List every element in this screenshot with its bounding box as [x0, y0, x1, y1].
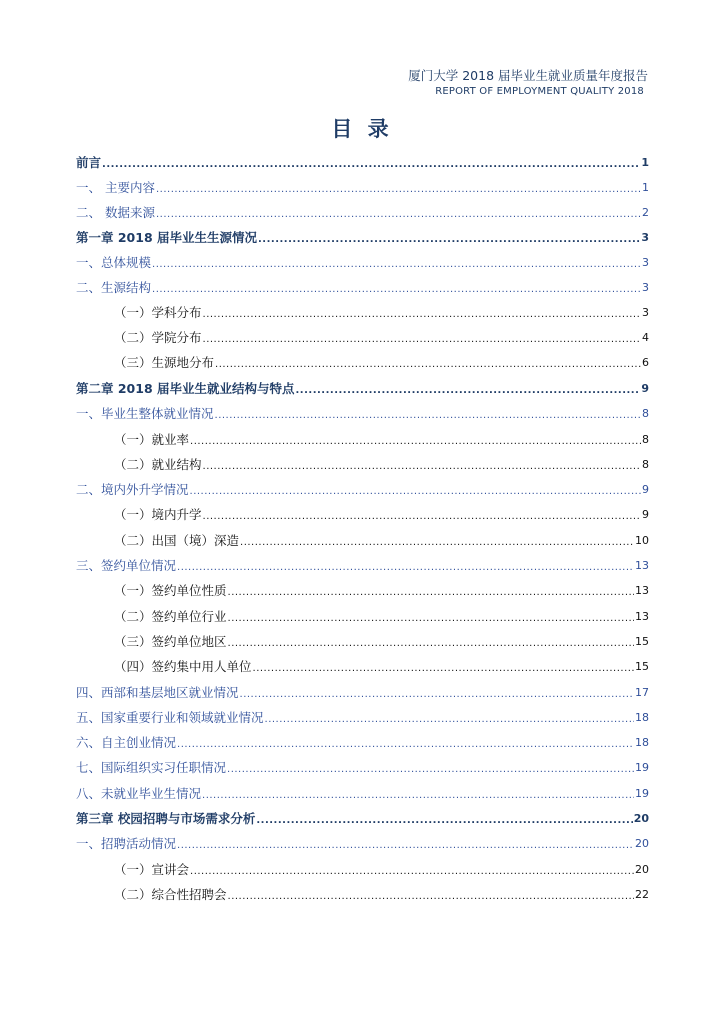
toc-dot-leader: [203, 308, 641, 322]
toc-entry-page-number: 2: [642, 206, 649, 219]
toc-entry[interactable]: [76, 882, 649, 904]
toc-entry-page-number: 9: [641, 382, 649, 395]
toc-entry[interactable]: [76, 654, 649, 676]
toc-entry[interactable]: [76, 502, 649, 524]
toc-entry-label: 八、未就业毕业生情况: [76, 786, 202, 801]
toc-entry-label: （三）签约单位地区: [114, 634, 227, 649]
toc-entry[interactable]: [76, 806, 649, 828]
toc-entry[interactable]: [76, 250, 649, 272]
toc-entry-page-number: 4: [642, 331, 649, 344]
toc-entry-page-number: 19: [635, 787, 649, 800]
toc-entry[interactable]: [76, 755, 649, 777]
toc-dot-leader: [228, 586, 634, 600]
toc-entry-label: （二）签约单位行业: [114, 609, 227, 624]
toc-entry-label: （一）就业率: [114, 432, 190, 447]
toc-entry[interactable]: [76, 477, 649, 499]
toc-entry[interactable]: [76, 452, 649, 474]
toc-entry-label: 二、 数据来源: [76, 205, 155, 220]
toc-dot-leader: [102, 158, 640, 172]
toc-dot-leader: [240, 536, 634, 550]
toc-dot-leader: [227, 763, 634, 777]
toc-dot-leader: [228, 890, 634, 904]
toc-dot-leader: [215, 409, 641, 423]
toc-entry[interactable]: [76, 300, 649, 322]
toc-entry-label: 前言: [76, 155, 102, 170]
toc-dot-leader: [177, 561, 634, 575]
toc-dot-leader: [228, 612, 634, 626]
toc-dot-leader: [256, 814, 632, 828]
toc-entry-page-number: 20: [635, 863, 649, 876]
toc-entry-page-number: 8: [642, 433, 649, 446]
toc-dot-leader: [296, 384, 641, 398]
toc-entry-page-number: 6: [642, 356, 649, 369]
toc-entry-page-number: 20: [635, 837, 649, 850]
toc-entry[interactable]: [76, 553, 649, 575]
toc-entry[interactable]: [76, 680, 649, 702]
toc-entry-page-number: 8: [642, 458, 649, 471]
toc-entry-page-number: 20: [633, 812, 649, 825]
toc-entry-label: （一）签约单位性质: [114, 583, 227, 598]
toc-entry[interactable]: [76, 150, 649, 172]
toc-entry[interactable]: [76, 528, 649, 550]
toc-entry[interactable]: [76, 401, 649, 423]
toc-entry-page-number: 10: [635, 534, 649, 547]
toc-entry-label: 一、招聘活动情况: [76, 836, 177, 851]
toc-entry-label: 第一章 2018 届毕业生生源情况: [76, 230, 257, 245]
toc-entry-label: 二、生源结构: [76, 280, 152, 295]
toc-entry-page-number: 22: [635, 888, 649, 901]
toc-entry-page-number: 18: [635, 711, 649, 724]
toc-entry-label: （四）签约集中用人单位: [114, 659, 252, 674]
toc-entry-label: 四、西部和基层地区就业情况: [76, 685, 239, 700]
toc-entry[interactable]: [76, 376, 649, 398]
toc-dot-leader: [190, 485, 641, 499]
toc-entry-page-number: 13: [635, 559, 649, 572]
toc-dot-leader: [215, 358, 641, 372]
toc-dot-leader: [152, 283, 641, 297]
toc-entry-label: 第三章 校园招聘与市场需求分析: [76, 811, 256, 826]
toc-dot-leader: [203, 510, 641, 524]
toc-entry-page-number: 1: [641, 156, 649, 169]
toc-entry-page-number: 1: [642, 181, 649, 194]
toc-entry[interactable]: [76, 325, 649, 347]
toc-entry[interactable]: [76, 427, 649, 449]
toc-entry-page-number: 9: [642, 483, 649, 496]
toc-entry-label: 一、总体规模: [76, 255, 152, 270]
toc-entry[interactable]: [76, 604, 649, 626]
toc-entry-page-number: 19: [635, 761, 649, 774]
toc-entry[interactable]: [76, 629, 649, 651]
toc-entry-label: 二、境内外升学情况: [76, 482, 189, 497]
toc-entry[interactable]: [76, 705, 649, 727]
toc-dot-leader: [202, 789, 634, 803]
toc-entry-label: 六、自主创业情况: [76, 735, 177, 750]
page-title: 目 录: [331, 117, 393, 141]
toc-entry-page-number: 3: [642, 256, 649, 269]
toc-entry[interactable]: [76, 225, 649, 247]
toc-entry-label: 三、签约单位情况: [76, 558, 177, 573]
toc-dot-leader: [156, 183, 641, 197]
toc-entry-page-number: 15: [635, 635, 649, 648]
toc-entry-page-number: 3: [641, 231, 649, 244]
toc-entry[interactable]: [76, 831, 649, 853]
toc-dot-leader: [203, 460, 641, 474]
toc-entry-label: 五、国家重要行业和领域就业情况: [76, 710, 264, 725]
toc-entry-label: （二）学院分布: [114, 330, 202, 345]
toc-entry[interactable]: [76, 275, 649, 297]
toc-entry-page-number: 17: [635, 686, 649, 699]
toc-dot-leader: [177, 839, 634, 853]
toc-entry-page-number: 13: [635, 610, 649, 623]
toc-entry-page-number: 9: [642, 508, 649, 521]
toc-entry[interactable]: [76, 730, 649, 752]
toc-entry-page-number: 15: [635, 660, 649, 673]
toc-entry-page-number: 3: [642, 306, 649, 319]
toc-entry-label: （二）综合性招聘会: [114, 887, 227, 902]
toc-entry-label: （一）学科分布: [114, 305, 202, 320]
toc-entry[interactable]: [76, 350, 649, 372]
toc-dot-leader: [253, 662, 634, 676]
toc-dot-leader: [152, 258, 641, 272]
toc-dot-leader: [240, 688, 634, 702]
toc-dot-leader: [228, 637, 634, 651]
toc-entry-label: （二）就业结构: [114, 457, 202, 472]
report-header-title: 厦门大学 2018 届毕业生就业质量年度报告: [408, 68, 648, 83]
toc-entry[interactable]: [76, 200, 649, 222]
toc-dot-leader: [177, 738, 634, 752]
toc-entry-label: 一、 主要内容: [76, 180, 155, 195]
toc-entry-label: 一、毕业生整体就业情况: [76, 406, 214, 421]
toc-entry[interactable]: [76, 781, 649, 803]
toc-dot-leader: [190, 435, 641, 449]
toc-entry-label: （一）境内升学: [114, 507, 202, 522]
toc-entry-page-number: 13: [635, 584, 649, 597]
toc-entry[interactable]: [76, 857, 649, 879]
toc-entry-label: （三）生源地分布: [114, 355, 215, 370]
toc-dot-leader: [156, 208, 641, 222]
toc-entry-label: 七、国际组织实习任职情况: [76, 760, 227, 775]
report-header-subtitle: REPORT OF EMPLOYMENT QUALITY 2018: [435, 86, 644, 97]
toc-entry-label: （一）宣讲会: [114, 862, 190, 877]
toc-dot-leader: [258, 233, 640, 247]
toc-entry-page-number: 8: [642, 407, 649, 420]
toc-entry-label: （二）出国（境）深造: [114, 533, 240, 548]
toc-entry-page-number: 3: [642, 281, 649, 294]
toc-entry-label: 第二章 2018 届毕业生就业结构与特点: [76, 381, 295, 396]
toc-dot-leader: [190, 865, 634, 879]
toc-dot-leader: [203, 333, 641, 347]
toc-dot-leader: [265, 713, 634, 727]
toc-entry-page-number: 18: [635, 736, 649, 749]
toc-entry[interactable]: [76, 175, 649, 197]
toc-entry[interactable]: [76, 578, 649, 600]
